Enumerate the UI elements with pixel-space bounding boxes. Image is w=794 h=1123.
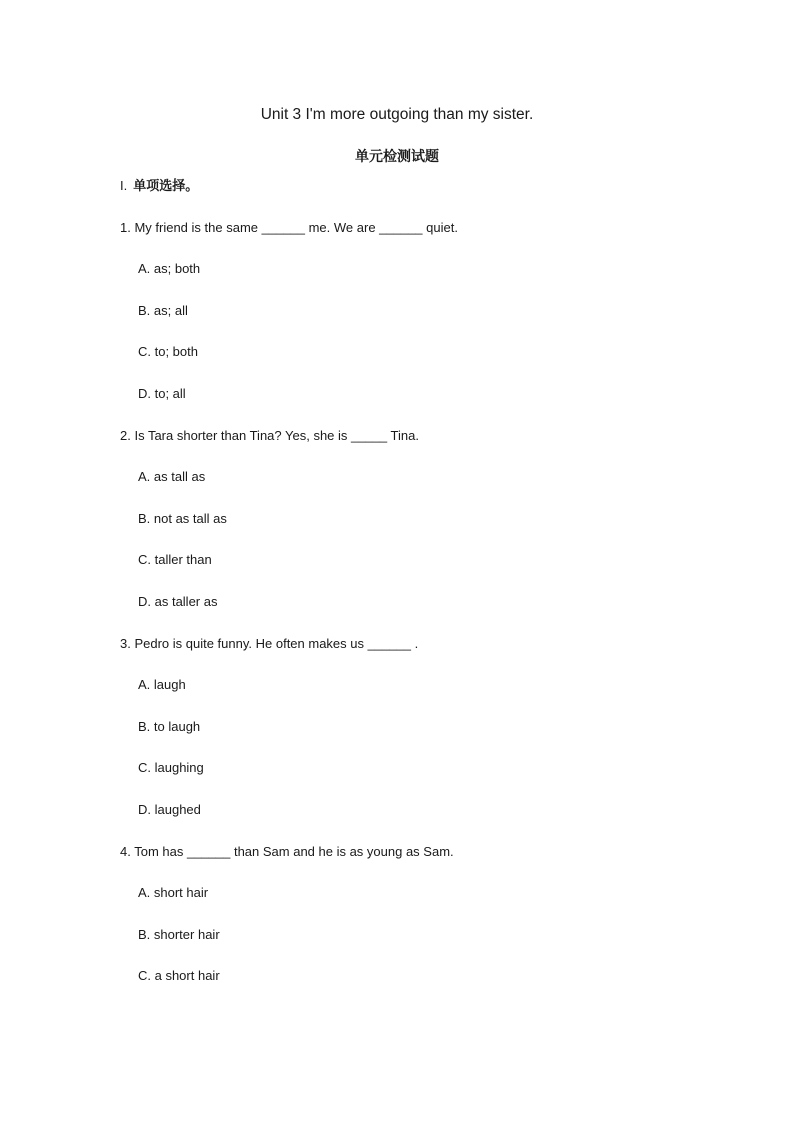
section-number: I. xyxy=(120,178,128,193)
question-3-option-d: D. laughed xyxy=(138,802,201,817)
question-4-text: 4. Tom has ______ than Sam and he is as young as Sam. xyxy=(120,844,454,859)
question-1-option-d: D. to; all xyxy=(138,386,186,401)
section-heading xyxy=(120,176,198,196)
document-subtitle: 单元检测试题 xyxy=(355,148,439,164)
question-2-option-c: C. taller than xyxy=(138,552,212,567)
question-3-option-b: B. to laugh xyxy=(138,719,201,734)
question-1-option-c: C. to; both xyxy=(138,344,198,359)
document-title: Unit 3 I'm more outgoing than my sister. xyxy=(260,106,534,123)
question-2-option-a: A. as tall as xyxy=(138,469,206,484)
question-4-option-c: C. a short hair xyxy=(138,968,220,983)
question-1-option-a: A. as; both xyxy=(138,261,201,276)
question-1-option-b: B. as; all xyxy=(138,303,188,318)
question-2-option-d: D. as taller as xyxy=(138,594,218,609)
question-3-option-c: C. laughing xyxy=(138,760,204,775)
question-3-option-a: A. laugh xyxy=(138,677,186,692)
question-2-option-b: B. not as tall as xyxy=(138,511,227,526)
section-label: 单项选择。 xyxy=(133,178,199,193)
question-1-text: 1. My friend is the same ______ me. We are ______ quiet. xyxy=(120,220,458,235)
question-2-text: 2. Is Tara shorter than Tina? Yes, she is _____ Tina. xyxy=(120,428,419,443)
question-4-option-b: B. shorter hair xyxy=(138,927,220,942)
question-4-option-a: A. short hair xyxy=(138,885,209,900)
question-3-text: 3. Pedro is quite funny. He often makes us ______ . xyxy=(120,636,419,651)
